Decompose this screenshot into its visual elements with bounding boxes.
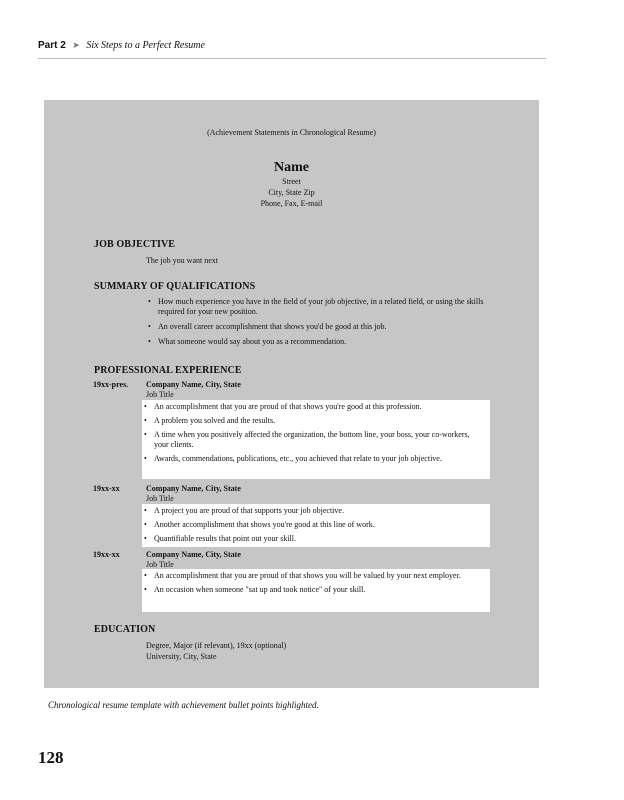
- arrow-icon: ➤: [72, 40, 80, 50]
- page-number: 128: [38, 748, 64, 767]
- contact-phone: Phone, Fax, E-mail: [260, 199, 323, 208]
- resume-figure: [44, 100, 539, 688]
- job-title: Job Title: [146, 390, 174, 399]
- job-highlight: [142, 504, 490, 547]
- job-date: 19xx-xx: [93, 484, 120, 493]
- list-item: • An accomplishment that you are proud of that shows you will be valued by your next employer.: [142, 571, 486, 581]
- list-item: • An occasion when someone "sat up and took notice" of your skill.: [142, 585, 486, 595]
- summary-heading: SUMMARY OF QUALIFICATIONS: [94, 281, 256, 292]
- figure-note: (Achievement Statements in Chronological Resume): [207, 128, 376, 137]
- contact-street: Street: [282, 177, 301, 186]
- education-degree: Degree, Major (if relevant), 19xx (optional): [146, 641, 287, 650]
- job-date: 19xx-pres.: [93, 380, 129, 389]
- job-bullets: [142, 402, 486, 464]
- list-item: • Quantifiable results that point out your skill.: [142, 534, 486, 544]
- job-company: Company Name, City, State: [146, 550, 241, 559]
- job-title: Job Title: [146, 494, 174, 503]
- list-item: • An accomplishment that you are proud of that shows you're good at this profession.: [142, 402, 486, 412]
- job-highlight: [142, 569, 490, 612]
- education-school: University, City, State: [146, 652, 217, 661]
- job-company: Company Name, City, State: [146, 380, 241, 389]
- list-item: • A problem you solved and the results.: [142, 416, 486, 426]
- figure-caption: Chronological resume template with achievement bullet points highlighted.: [48, 700, 319, 710]
- job-title: Job Title: [146, 560, 174, 569]
- job-company: Company Name, City, State: [146, 484, 241, 493]
- objective-heading: JOB OBJECTIVE: [94, 239, 176, 250]
- job-bullets: [142, 571, 486, 595]
- list-item: • A project you are proud of that supports your job objective.: [142, 506, 486, 516]
- list-item: • A time when you positively affected the organization, the bottom line, your boss, your co-workers, your clients.: [142, 430, 486, 450]
- list-item: • What someone would say about you as a recommendation.: [146, 337, 496, 347]
- job-highlight: [142, 400, 490, 479]
- contact-city: City, State Zip: [268, 188, 315, 197]
- experience-heading: PROFESSIONAL EXPERIENCE: [94, 365, 242, 376]
- list-item: • Awards, commendations, publications, etc., you achieved that relate to your job objective.: [142, 454, 486, 464]
- education-heading: EDUCATION: [94, 624, 156, 635]
- running-header: [38, 40, 546, 59]
- book-title: Six Steps to a Perfect Resume: [86, 40, 205, 51]
- list-item: • An overall career accomplishment that shows you'd be good at this job.: [146, 322, 496, 332]
- summary-list: [146, 297, 496, 352]
- contact-block: [44, 176, 539, 209]
- list-item: • How much experience you have in the field of your job objective, in a related field, or using the skills required for your new position.: [146, 297, 496, 317]
- job-date: 19xx-xx: [93, 550, 120, 559]
- job-bullets: [142, 506, 486, 544]
- resume-name: Name: [274, 160, 309, 175]
- list-item: • Another accomplishment that shows you're good at this line of work.: [142, 520, 486, 530]
- part-label: Part 2: [38, 40, 66, 51]
- objective-text: The job you want next: [146, 256, 218, 265]
